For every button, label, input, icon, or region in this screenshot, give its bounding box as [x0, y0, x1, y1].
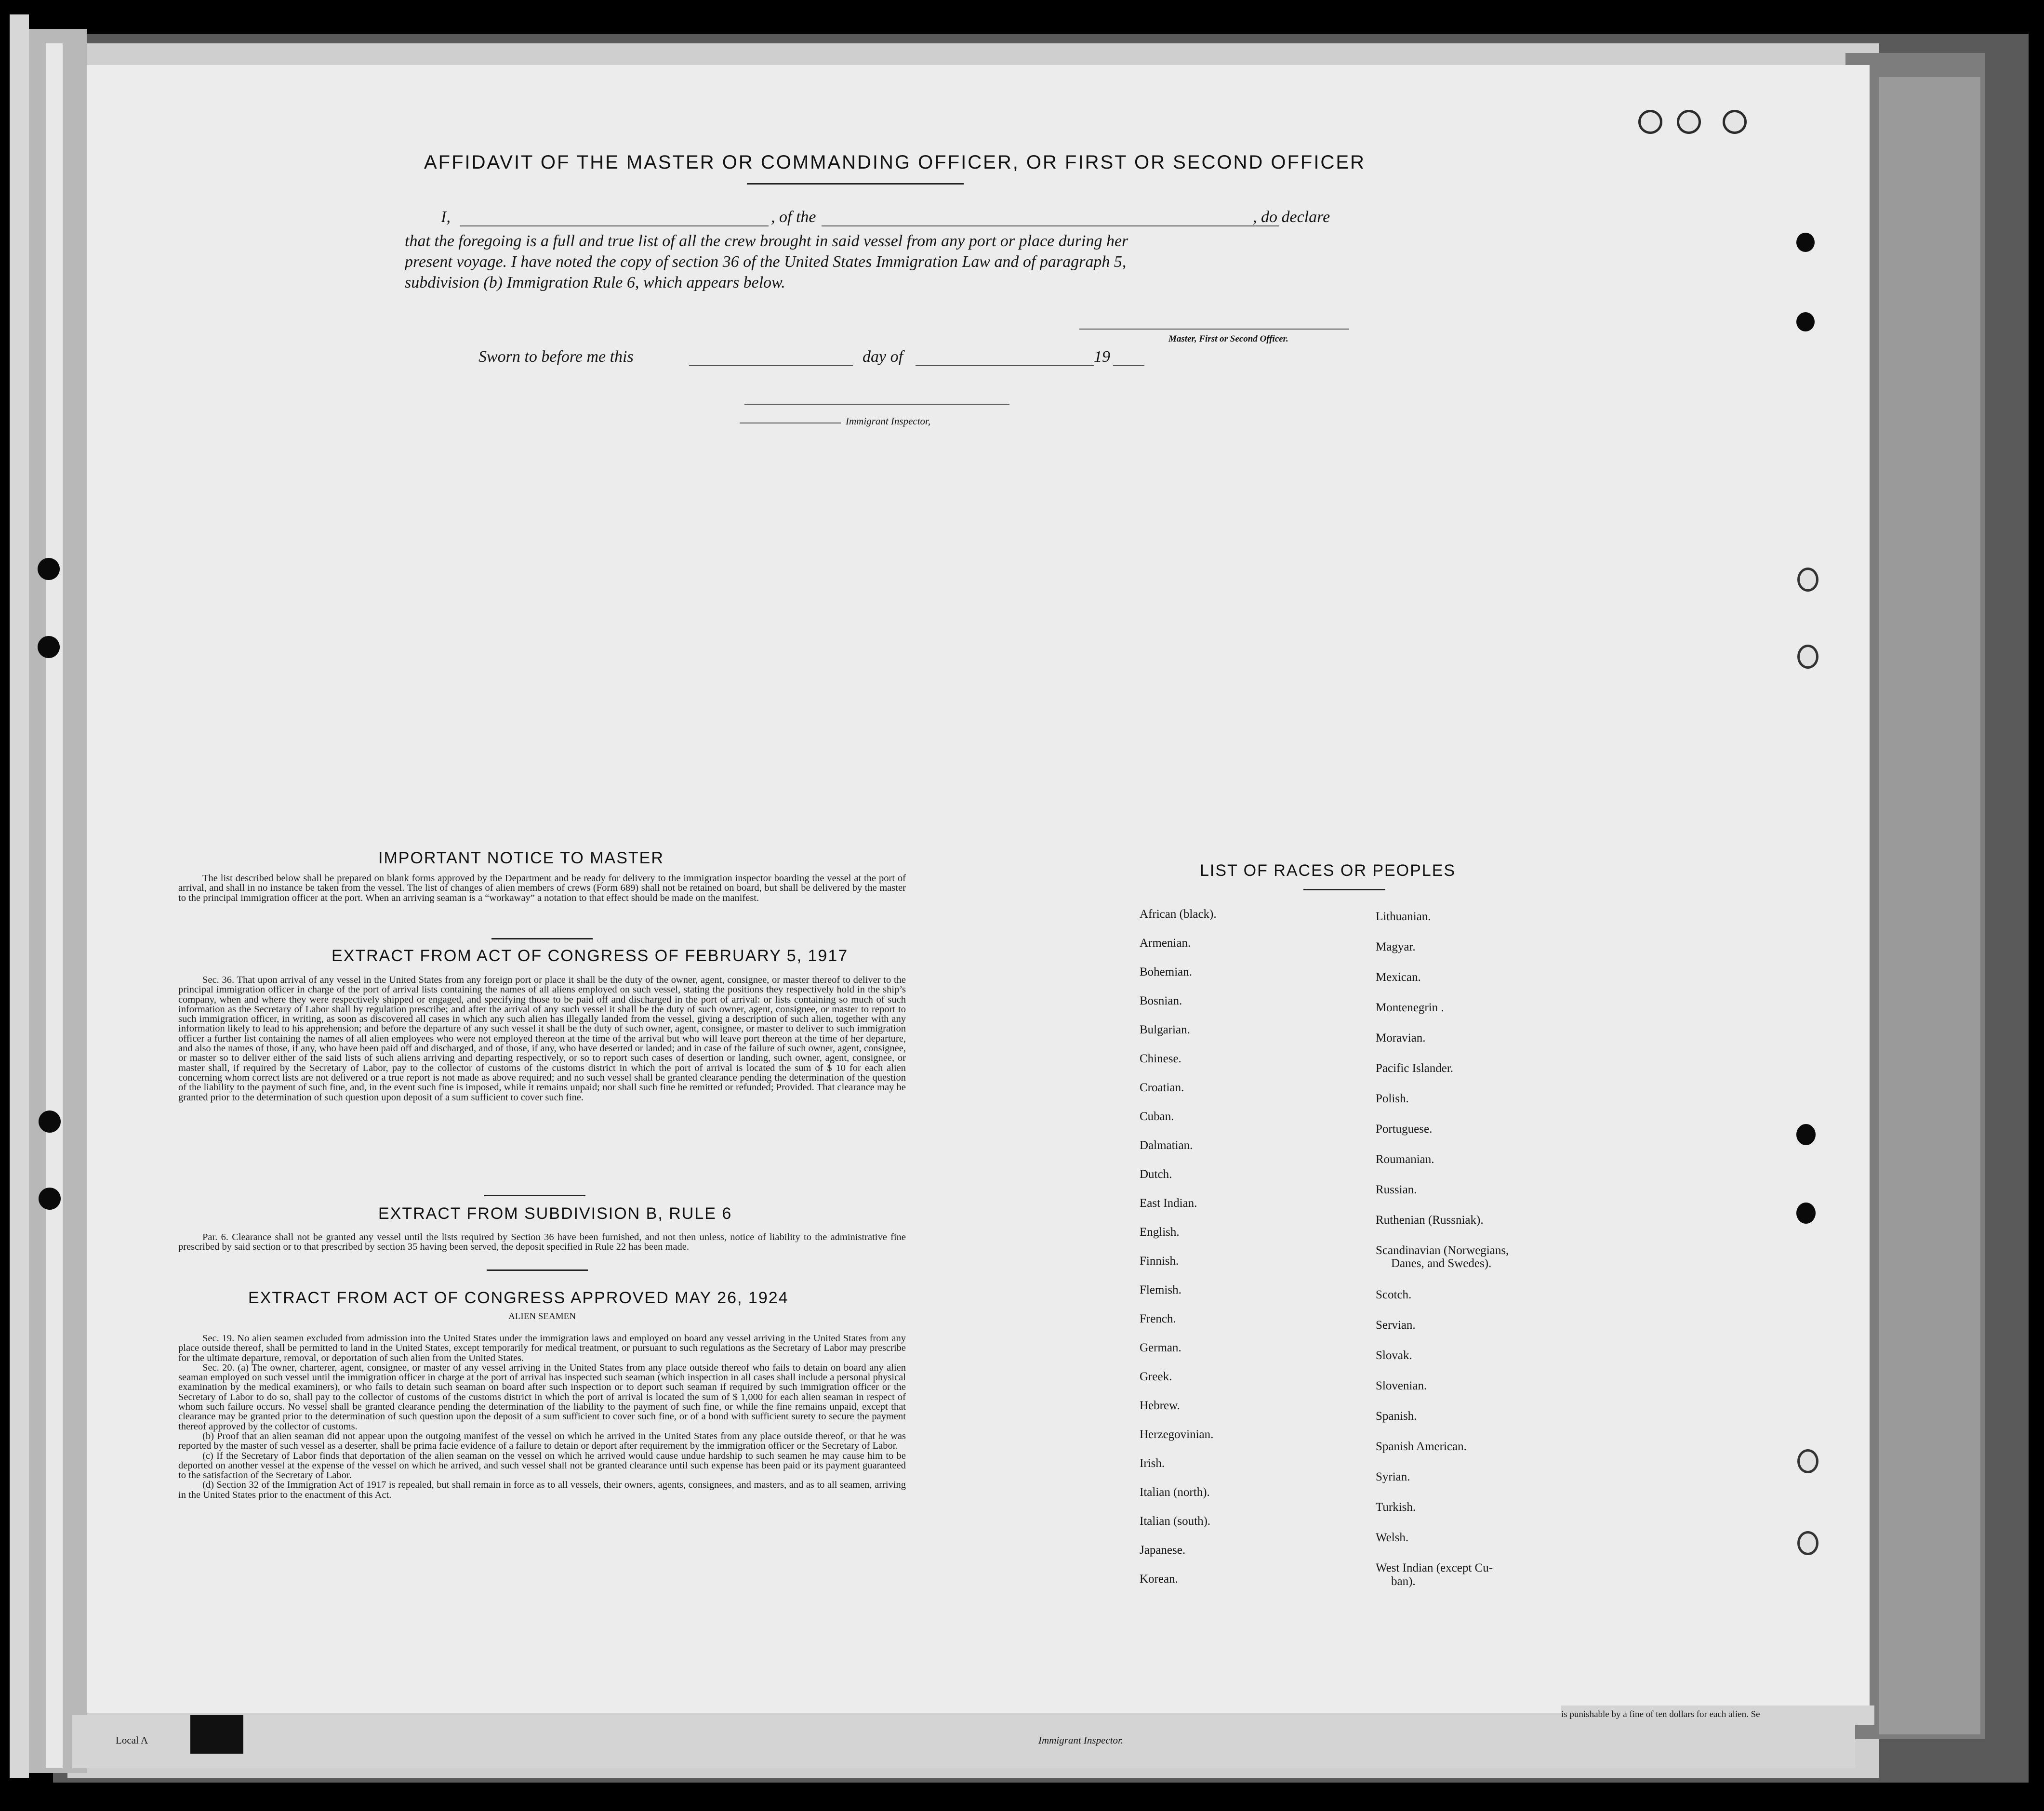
- inspector-caption: Immigrant Inspector,: [846, 415, 931, 427]
- signature-caption: Master, First or Second Officer.: [1168, 334, 1288, 344]
- sec-20a-paragraph: Sec. 20. (a) The owner, charterer, agent, consignee, or master of any vessel arriving in the United States from any place outside thereof who fails to detain on board any alien seaman employed on such vessel until the immigration officer in charge at the port of arrival has inspected such seaman (which inspection in all cases shall include a personal physical examination by the medical examiners), or who fails to detain such seaman on board after such inspection or to deport such seaman if required by such immigration officer or the Secretary of Labor to do so, shall pay to the collector of customs of the customs district in which the port of arrival is located the sum of $ 1,000 for each alien seaman in respect of whom such failure occurs. No vessel shall be granted clearance pending the determination of the liability to the payment of such fine, or while the fine remains unpaid, except that clearance may be granted prior to the determination of such question upon the deposit of a sum sufficient to cover such fine, or of a bond with sufficient surety to secure the payment thereof approved by the collector of customs.: [178, 1362, 906, 1432]
- year-text: 19: [1094, 348, 1110, 366]
- punch-hole: [1796, 1203, 1816, 1224]
- punch-ring: [1638, 110, 1662, 134]
- sec-20c-paragraph: (c) If the Secretary of Labor finds that deportation of the alien seaman on the vessel on which he arrived would cause undue hardship to such seamen he may cause him to be deported on another vessel at the expense of the vessel on which he arrived, and such vessel shall not be granted clearance until such expense has been paid or its payment guaranteed to the satisfaction of the Secretary of Labor.: [178, 1450, 906, 1481]
- declaration-line-3: present voyage. I have noted the copy of section 36 of the United States Immigration Law and of paragraph 5,: [405, 253, 1127, 271]
- race-item: Lithuanian.: [1376, 910, 1431, 923]
- inspector-signature-blank[interactable]: [744, 404, 1009, 405]
- sec-36-paragraph: Sec. 36. That upon arrival of any vessel in the United States from any foreign port or place it shall be the duty of the owner, agent, consignee, or master thereof to deliver to the principal immigration officer in charge of the port of arrival lists containing the names of all aliens employed on such vessel, stating the positions they respectively hold in the ship’s company, when and where they were respectively shipped or engaged, and specifying those to be paid off and discharged in the port of arrival: or lists containing so much of such information as the Secretary of Labor shall by regulation prescribe; and after the arrival of any such vessel it shall be the duty of such owner, agent, consignee, or master to report to such immigration officer, in writing, as soon as discovered all cases in which any such alien has illegally landed from the vessel, giving a description of such alien, together with any information likely to lead to his apprehension; and before the departure of any such vessel it shall be the duty of such owner, agent, consignee, or master to deliver to such immigration officer a further list containing the names of all alien employees who were not employed thereon at the time of the arrival but who will leave port thereon at the time of her departure, and also the names of those, if any, who have been paid off and discharged, and of those, if any, who have deserted or landed; and in case of the failure of such owner, agent, consignee, or master so to deliver either of the said lists of such aliens arriving and departing respectively, or so to report such cases of desertion or landing, such owner, agent, consignee, or master shall, if required by the Secretary of Labor, pay to the collector of customs of the customs district in which the port of arrival is located the sum of $ 10 for each alien concerning whom correct lists are not delivered or a true report is not made as above required; and no such vessel shall be granted clearance pending the determination of the question of the liability to the payment of such fine, and, in the event such fine is imposed, while it remains unpaid; nor shall such fine be remitted or refunded; Provided. That clearance may be granted prior to the determination of such question upon deposit of a sum sufficient to cover such fine.: [178, 975, 906, 1103]
- race-item: Montenegrin .: [1376, 1001, 1444, 1014]
- affidavit-title: AFFIDAVIT OF THE MASTER OR COMMANDING OFFICER, OR FIRST OR SECOND OFFICER: [424, 152, 1366, 173]
- race-item: Servian.: [1376, 1319, 1416, 1332]
- footer-ink-mark: [190, 1715, 243, 1754]
- race-item: Finnish.: [1140, 1255, 1179, 1268]
- race-item: Japanese.: [1140, 1544, 1186, 1557]
- declaration-of: , of the: [771, 208, 816, 226]
- section-divider: [487, 1269, 588, 1271]
- race-item: Bohemian.: [1140, 965, 1193, 978]
- signature-blank[interactable]: [1079, 329, 1349, 330]
- name-blank[interactable]: [460, 225, 769, 226]
- year-blank[interactable]: [1113, 365, 1144, 366]
- race-item: West Indian (except Cu-: [1376, 1561, 1493, 1574]
- race-item: Italian (south).: [1140, 1515, 1211, 1528]
- footer-inspector-caption: Immigrant Inspector.: [1038, 1734, 1124, 1746]
- race-item: Spanish.: [1376, 1410, 1417, 1423]
- footer-local-text: Local A: [116, 1734, 148, 1746]
- punch-ring: [1797, 1449, 1818, 1473]
- race-item: Syrian.: [1376, 1470, 1410, 1483]
- race-item: Scotch.: [1376, 1288, 1412, 1301]
- sworn-text: Sworn to before me this: [478, 348, 634, 366]
- punch-ring: [1797, 645, 1818, 669]
- notice-title: IMPORTANT NOTICE TO MASTER: [378, 849, 664, 867]
- races-title: LIST OF RACES OR PEOPLES: [1200, 861, 1456, 880]
- extract-rule6-text: [178, 1232, 906, 1252]
- footer-right-fragment: is punishable by a fine of ten dollars for each alien. Se: [1561, 1709, 1760, 1719]
- race-item: English.: [1140, 1226, 1180, 1239]
- race-item: Dutch.: [1140, 1168, 1172, 1181]
- race-item: Russian.: [1376, 1183, 1417, 1196]
- alien-seamen-subtitle: ALIEN SEAMEN: [508, 1311, 576, 1322]
- notice-text: [178, 873, 906, 903]
- race-item: Polish.: [1376, 1092, 1409, 1105]
- punch-hole: [1796, 1124, 1816, 1145]
- race-item: African (black).: [1140, 908, 1217, 921]
- race-item: Ruthenian (Russniak).: [1376, 1214, 1484, 1227]
- race-item: East Indian.: [1140, 1197, 1197, 1210]
- punch-hole: [1796, 312, 1815, 331]
- punch-ring: [1797, 568, 1818, 592]
- race-item: German.: [1140, 1341, 1181, 1354]
- race-item: Slovenian.: [1376, 1379, 1427, 1392]
- par-6-paragraph: Par. 6. Clearance shall not be granted any vessel until the lists required by Section 36 have been furnished, and not then unless, notice of liability to the administrative fine prescribed by said section or to that prescribed by section 35 having been served, the deposit specified in Rule 22 has been made.: [178, 1232, 906, 1253]
- race-item: Dalmatian.: [1140, 1139, 1193, 1152]
- race-item: Portuguese.: [1376, 1123, 1433, 1136]
- race-item: Hebrew.: [1140, 1399, 1180, 1412]
- declaration-line-2: that the foregoing is a full and true list of all the crew brought in said vessel from any port or place during her: [405, 232, 1128, 250]
- extract-1917-text: [178, 975, 906, 1102]
- race-item: Spanish American.: [1376, 1440, 1467, 1453]
- sec-20b-paragraph: (b) Proof that an alien seaman did not appear upon the outgoing manifest of the vessel on which he arrived in the United States from any place outside thereof, or that he was reported by the master of such vessel as a deserter, shall be prima facie evidence of a failure to detain or deport after requirement by the immigration officer or the Secretary of Labor.: [178, 1430, 906, 1452]
- right-sheet-mid: [1879, 77, 1980, 1734]
- punch-ring: [1797, 1531, 1818, 1555]
- race-item: Roumanian.: [1376, 1153, 1434, 1166]
- race-item: Italian (north).: [1140, 1486, 1210, 1499]
- race-item: Magyar.: [1376, 940, 1416, 953]
- race-item: ban).: [1391, 1575, 1416, 1588]
- sec-19-paragraph: Sec. 19. No alien seamen excluded from admission into the United States under the immigration laws and employed on board any vessel arriving in the United States from any place outside thereof, shall be permitted to land in the United States, except temporarily for medical treatment, or pursuant to such regulations as the Secretary of Labor may prescribe for the ultimate departure, removal, or deportation of such alien from the United States.: [178, 1333, 906, 1363]
- footer-right-fragment-box: [1561, 1705, 1874, 1725]
- extract-1924-text: [178, 1334, 906, 1500]
- race-item: French.: [1140, 1312, 1176, 1325]
- day-of-text: day of: [863, 348, 903, 366]
- punch-hole: [38, 558, 60, 580]
- declaration-i: I,: [441, 208, 451, 226]
- punch-ring: [1723, 110, 1747, 134]
- race-item: Flemish.: [1140, 1283, 1181, 1296]
- punch-hole: [38, 636, 60, 658]
- section-divider: [491, 938, 593, 939]
- race-item: Cuban.: [1140, 1110, 1174, 1123]
- title-underline: [747, 183, 964, 185]
- punch-hole: [1796, 233, 1815, 252]
- race-item: Irish.: [1140, 1457, 1165, 1470]
- race-item: Scandinavian (Norwegians,: [1376, 1244, 1509, 1257]
- extract-1917-title: EXTRACT FROM ACT OF CONGRESS OF FEBRUARY 5, 1917: [332, 947, 849, 965]
- race-item: Pacific Islander.: [1376, 1062, 1454, 1075]
- race-item: Herzegovinian.: [1140, 1428, 1214, 1441]
- race-item: Mexican.: [1376, 971, 1421, 984]
- sworn-day-blank[interactable]: [689, 365, 853, 366]
- punch-hole: [39, 1110, 61, 1133]
- section-divider: [484, 1195, 585, 1196]
- declaration-line-4: subdivision (b) Immigration Rule 6, which appears below.: [405, 274, 785, 291]
- sec-20d-paragraph: (d) Section 32 of the Immigration Act of 1917 is repealed, but shall remain in force as to all vessels, their owners, agents, consignees, and masters, and as to all seamen, arriving in the United States prior to the enactment of this Act.: [178, 1480, 906, 1500]
- race-item: Greek.: [1140, 1370, 1172, 1383]
- race-item: Bosnian.: [1140, 994, 1182, 1007]
- race-item: Welsh.: [1376, 1531, 1409, 1544]
- vessel-blank[interactable]: [822, 225, 1279, 226]
- race-item: Slovak.: [1376, 1349, 1412, 1362]
- notice-paragraph: The list described below shall be prepared on blank forms approved by the Department and be ready for delivery to the immigration inspector boarding the vessel at the port of arrival, and shall in no instance be taken from the vessel. The list of changes of alien members of crews (Form 689) shall not be retained on board, but shall be delivered by the master to the principal immigration officer at the port. When an arriving seaman is a “workaway” a notation to that effect should be made on the manifest.: [178, 873, 906, 903]
- race-item: Turkish.: [1376, 1501, 1416, 1514]
- declaration-declare: , do declare: [1253, 208, 1330, 226]
- race-item: Croatian.: [1140, 1081, 1184, 1094]
- month-blank[interactable]: [916, 365, 1094, 366]
- race-item: Korean.: [1140, 1573, 1178, 1586]
- punch-hole: [39, 1188, 61, 1210]
- left-page-edge: [10, 14, 29, 1778]
- punch-ring: [1677, 110, 1701, 134]
- race-item: Moravian.: [1376, 1031, 1426, 1044]
- race-item: Armenian.: [1140, 937, 1191, 950]
- left-binding-strip: [46, 43, 63, 1768]
- race-item: Chinese.: [1140, 1052, 1181, 1065]
- extract-1924-title: EXTRACT FROM ACT OF CONGRESS APPROVED MAY 26, 1924: [248, 1289, 789, 1307]
- race-item: Bulgarian.: [1140, 1023, 1190, 1036]
- extract-rule6-title: EXTRACT FROM SUBDIVISION B, RULE 6: [378, 1204, 732, 1223]
- race-item: Danes, and Swedes).: [1391, 1257, 1492, 1270]
- races-underline: [1303, 889, 1385, 890]
